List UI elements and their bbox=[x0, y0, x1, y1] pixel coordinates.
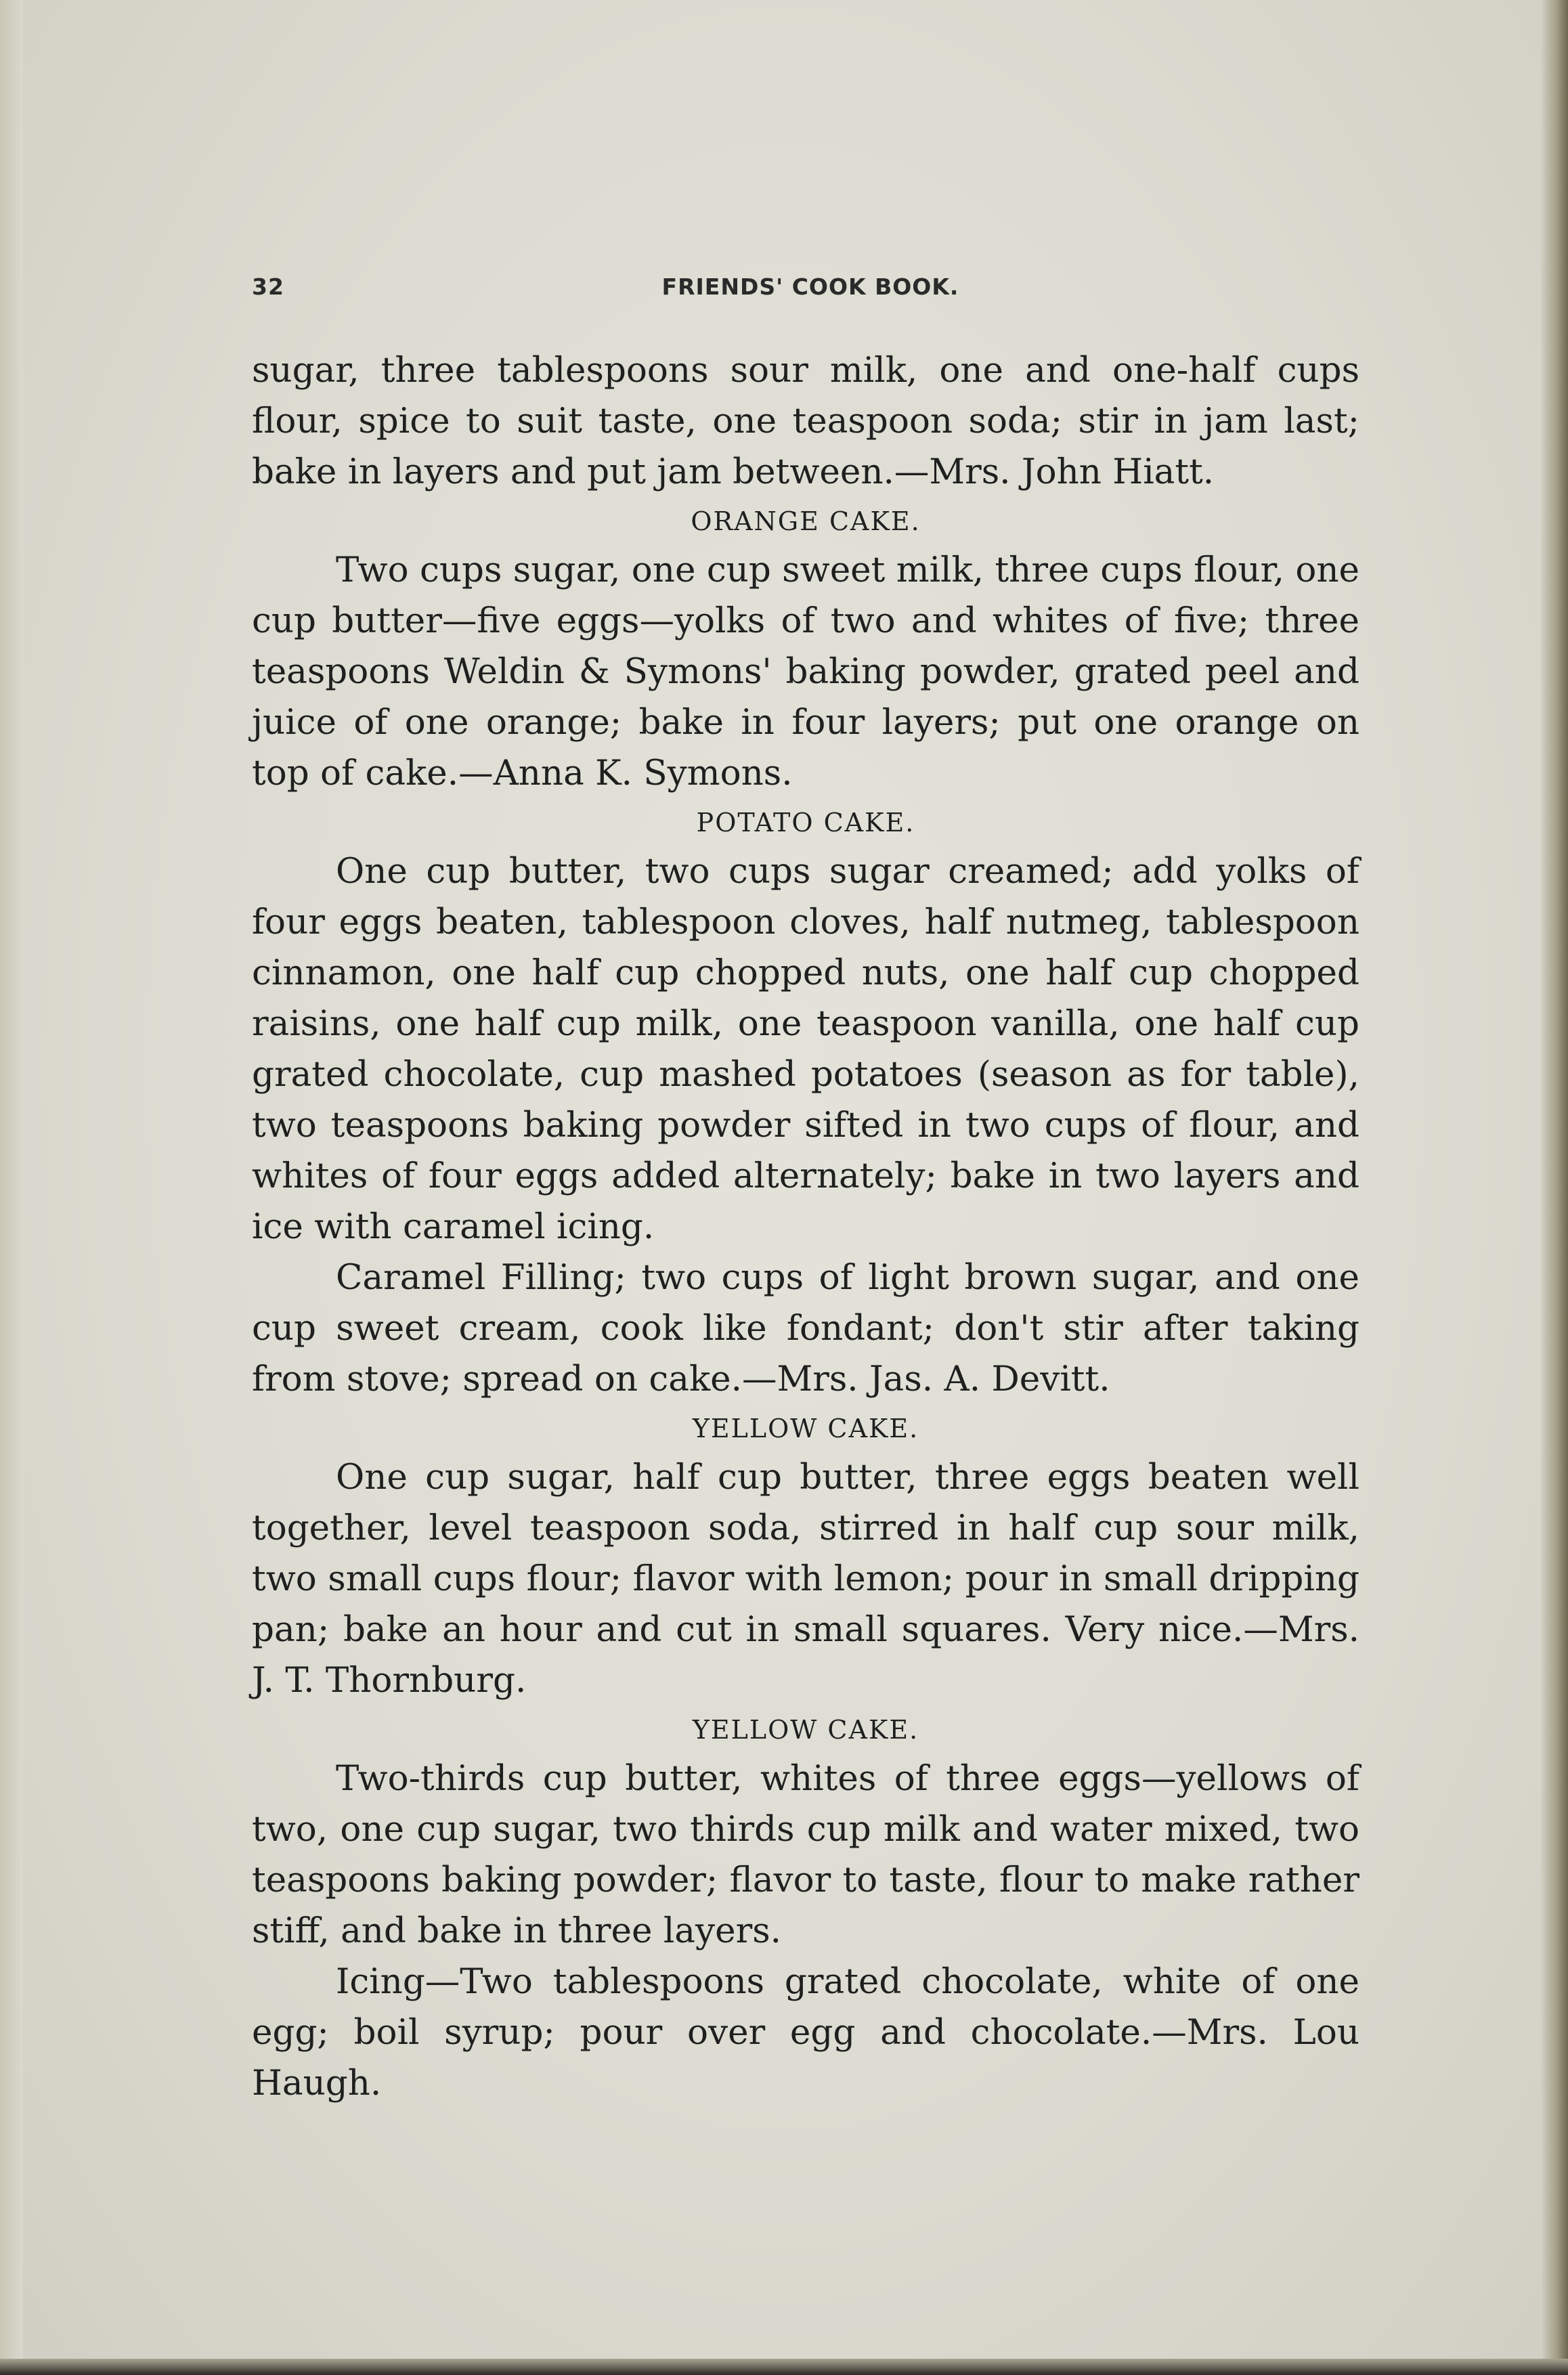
recipe-text-icing: Icing—Two tablespoons grated chocolate, white of one egg; boil syrup; pour over egg and chocolate.—Mrs. Lou Haugh. bbox=[252, 1961, 1359, 2104]
running-title: FRIENDS' COOK BOOK. bbox=[661, 274, 959, 300]
page-content bbox=[252, 345, 1359, 2109]
page-header bbox=[252, 274, 1369, 314]
recipe-text-potato-cake: One cup butter, two cups sugar creamed; add yolks of four eggs beaten, tablespoon cloves, half nutmeg, tablespoon cinnamon, one half cup chopped nuts, one half cup chopped raisins, one half cup milk, one teaspoon vanilla, one half cup grated chocolate, cup mashed potatoes (season as for table), two teaspoons baking powder sifted in two cups of flour, and whites of four eggs added alternately; bake in two layers and ice with caramel icing. bbox=[252, 851, 1359, 1247]
page-number: 32 bbox=[252, 274, 284, 300]
continued-recipe-text: sugar, three tablespoons sour milk, one and one-half cups flour, spice to suit taste, one teaspoon soda; stir in jam last; bake in layers and put jam between.—Mrs. John Hiatt. bbox=[252, 350, 1359, 492]
recipe-title-orange-cake: ORANGE CAKE. bbox=[691, 506, 921, 536]
recipe-title-yellow-cake-1: YELLOW CAKE. bbox=[692, 1414, 919, 1443]
page-edge-bottom bbox=[0, 2359, 1568, 2375]
recipe-text-yellow-cake-1: One cup sugar, half cup butter, three eggs beaten well together, level teaspoon soda, stirred in half cup sour milk, two small cups flour; flavor with lemon; pour in small dripping pan; bake an hour and cut in small squares. Very nice.—Mrs. J. T. Thornburg. bbox=[252, 1457, 1359, 1701]
recipe-text-orange-cake: Two cups sugar, one cup sweet milk, three cups flour, one cup butter—five eggs—yolks of two and whites of five; three teaspoons Weldin & Symons' baking powder, grated peel and juice of one orange; bake in four layers; put one orange on top of cake.—Anna K. Symons. bbox=[252, 550, 1359, 793]
recipe-text-yellow-cake-2: Two-thirds cup butter, whites of three eggs—yellows of two, one cup sugar, two thirds cup milk and water mixed, two teaspoons baking powder; flavor to taste, flour to make rather stiff, and bake in three layers. bbox=[252, 1758, 1359, 1951]
recipe-text-caramel-filling: Caramel Filling; two cups of light brown sugar, and one cup sweet cream, cook like fondant; don't stir after taking from stove; spread on cake.—Mrs. Jas. A. Devitt. bbox=[252, 1257, 1359, 1399]
page-edge-right bbox=[1541, 0, 1568, 2375]
recipe-title-yellow-cake-2: YELLOW CAKE. bbox=[692, 1715, 919, 1745]
page-gutter-left bbox=[0, 0, 23, 2375]
recipe-title-potato-cake: POTATO CAKE. bbox=[696, 808, 915, 837]
